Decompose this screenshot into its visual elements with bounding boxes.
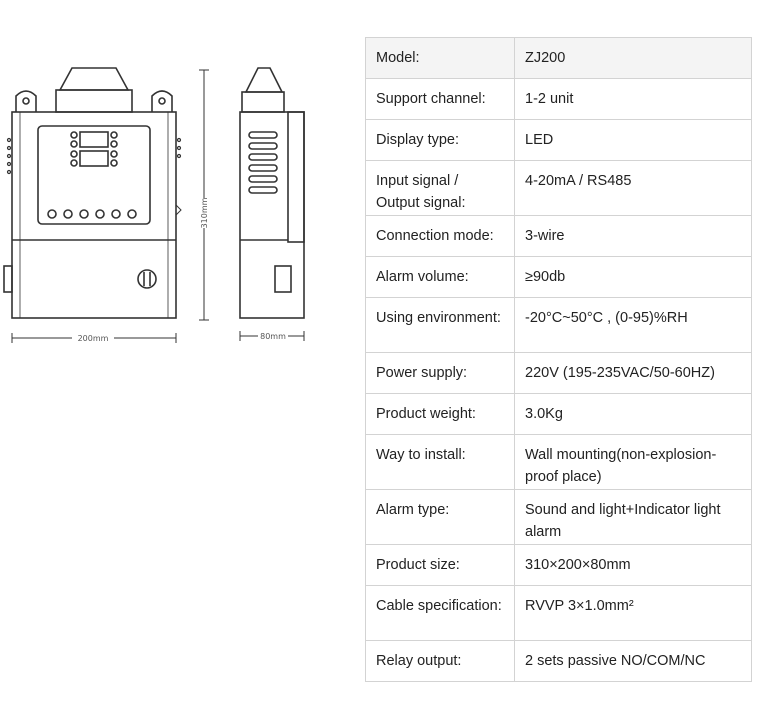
- front-view: [4, 68, 181, 318]
- spec-label: Support channel:: [366, 79, 515, 120]
- spec-row: [366, 353, 752, 394]
- spec-row: [366, 586, 752, 641]
- spec-row: [366, 120, 752, 161]
- spec-value: RVVP 3×1.0mm²: [515, 586, 752, 641]
- spec-row: [366, 38, 752, 79]
- spec-label: Alarm type:: [366, 490, 515, 545]
- spec-label: Power supply:: [366, 353, 515, 394]
- front-side-dots: [8, 139, 181, 174]
- spec-value: ZJ200: [515, 38, 752, 79]
- spec-value: 3.0Kg: [515, 394, 752, 435]
- spec-label: Product size:: [366, 545, 515, 586]
- spec-label: Model:: [366, 38, 515, 79]
- spec-value: 4-20mA / RS485: [515, 161, 752, 216]
- spec-value: LED: [515, 120, 752, 161]
- spec-label: Input signal / Output signal:: [366, 161, 515, 216]
- spec-label: Connection mode:: [366, 216, 515, 257]
- side-view: [240, 68, 304, 318]
- spec-label: Display type:: [366, 120, 515, 161]
- spec-value: 2 sets passive NO/COM/NC: [515, 641, 752, 682]
- spec-value: ≥90db: [515, 257, 752, 298]
- width-dimension-label: 200mm: [77, 334, 109, 343]
- spec-row: [366, 161, 752, 216]
- spec-row: [366, 79, 752, 120]
- spec-label: Using environment:: [366, 298, 515, 353]
- spec-label: Cable specification:: [366, 586, 515, 641]
- height-dimension-label: 310mm: [200, 197, 209, 229]
- spec-row: [366, 257, 752, 298]
- spec-label: Relay output:: [366, 641, 515, 682]
- product-dimension-drawing: [0, 60, 320, 360]
- spec-label: Way to install:: [366, 435, 515, 490]
- spec-row: [366, 490, 752, 545]
- spec-row: [366, 641, 752, 682]
- spec-value: Wall mounting(non-explosion-proof place): [515, 435, 752, 490]
- spec-row: [366, 435, 752, 490]
- spec-value: Sound and light+Indicator light alarm: [515, 490, 752, 545]
- spec-table: [365, 37, 752, 682]
- spec-row: [366, 545, 752, 586]
- spec-value: 1-2 unit: [515, 79, 752, 120]
- spec-row: [366, 394, 752, 435]
- spec-value: 310×200×80mm: [515, 545, 752, 586]
- spec-value: 220V (195-235VAC/50-60HZ): [515, 353, 752, 394]
- spec-value: -20°C~50°C , (0-95)%RH: [515, 298, 752, 353]
- depth-dimension-label: 80mm: [260, 332, 286, 341]
- spec-row: [366, 298, 752, 353]
- spec-label: Alarm volume:: [366, 257, 515, 298]
- spec-row: [366, 216, 752, 257]
- spec-value: 3-wire: [515, 216, 752, 257]
- spec-label: Product weight:: [366, 394, 515, 435]
